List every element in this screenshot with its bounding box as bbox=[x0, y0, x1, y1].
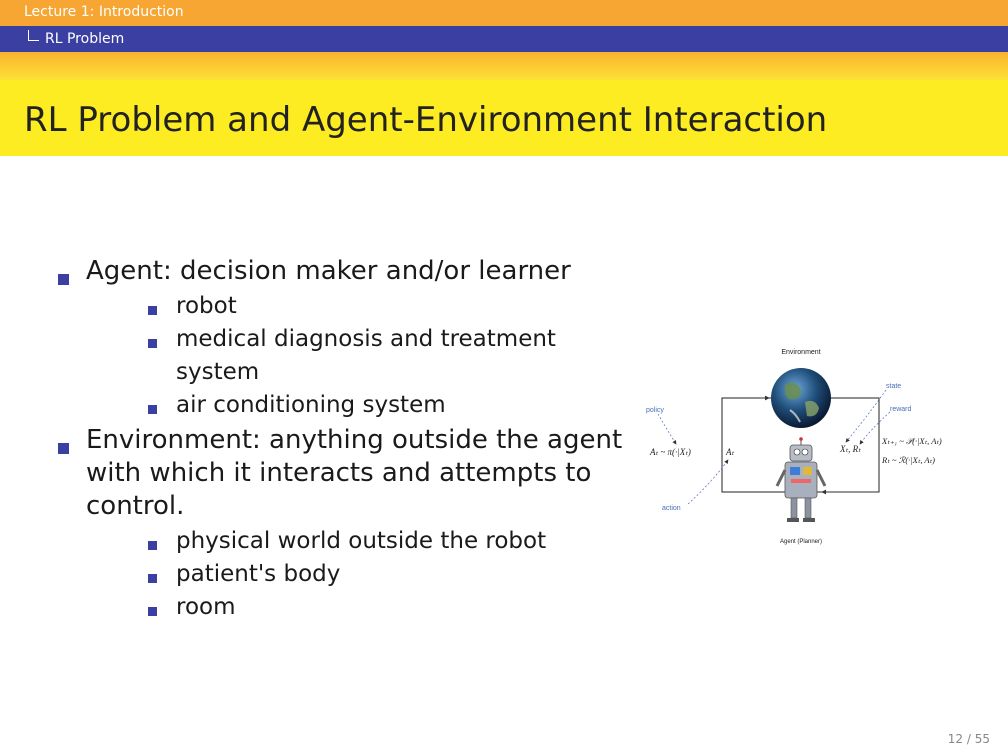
section-breadcrumb[interactable]: Lecture 1: Introduction bbox=[24, 4, 184, 20]
reward-equation: Rₜ ~ ℛ(·|Xₜ, Aₜ) bbox=[882, 455, 935, 465]
subsection-label: RL Problem bbox=[45, 31, 125, 47]
action-label: action bbox=[662, 505, 681, 512]
header-subsection-bar bbox=[0, 26, 1008, 52]
agent-environment-diagram bbox=[640, 340, 990, 555]
title-bar bbox=[0, 80, 1008, 156]
reward-label: reward bbox=[890, 406, 912, 413]
environment-bullet bbox=[56, 424, 626, 624]
list-item: room bbox=[86, 591, 626, 624]
agent-sub-list bbox=[86, 290, 626, 422]
agent-label: Agent (Planner) bbox=[779, 539, 823, 545]
action-variable: Aₜ bbox=[726, 447, 735, 457]
environment-heading: Environment: anything outside the agent with which it interacts and attempts to control. bbox=[86, 425, 623, 521]
policy-pointer bbox=[658, 414, 676, 444]
environment-label: Environment bbox=[781, 349, 821, 356]
list-item: patient's body bbox=[86, 558, 626, 591]
environment-sub-list bbox=[86, 525, 626, 624]
page-number: 12 / 55 bbox=[947, 732, 990, 746]
transition-equation: Xₜ₊₁ ~ 𝒫(·|Xₜ, Aₜ) bbox=[882, 436, 942, 446]
observation-variable: Xₜ, Rₜ bbox=[840, 444, 861, 454]
policy-label: policy bbox=[646, 407, 664, 414]
policy-equation: Aₜ ~ π(·|Xₜ) bbox=[650, 447, 691, 457]
tree-branch-icon bbox=[28, 30, 39, 41]
header-gradient bbox=[0, 52, 1008, 80]
list-item: medical diagnosis and treatment system bbox=[86, 323, 626, 389]
subsection-breadcrumb[interactable] bbox=[28, 30, 124, 47]
agent-bullet bbox=[56, 255, 626, 422]
bullet-list bbox=[56, 255, 626, 624]
slide-title: RL Problem and Agent-Environment Interaction bbox=[24, 100, 828, 140]
globe-icon bbox=[771, 368, 831, 428]
list-item: physical world outside the robot bbox=[86, 525, 626, 558]
list-item: robot bbox=[86, 290, 626, 323]
state-label: state bbox=[886, 383, 902, 390]
agent-heading: Agent: decision maker and/or learner bbox=[86, 256, 571, 286]
header-section-bar bbox=[0, 0, 1008, 26]
slide-content bbox=[56, 255, 626, 626]
robot-icon bbox=[777, 437, 825, 522]
list-item: air conditioning system bbox=[86, 389, 626, 422]
